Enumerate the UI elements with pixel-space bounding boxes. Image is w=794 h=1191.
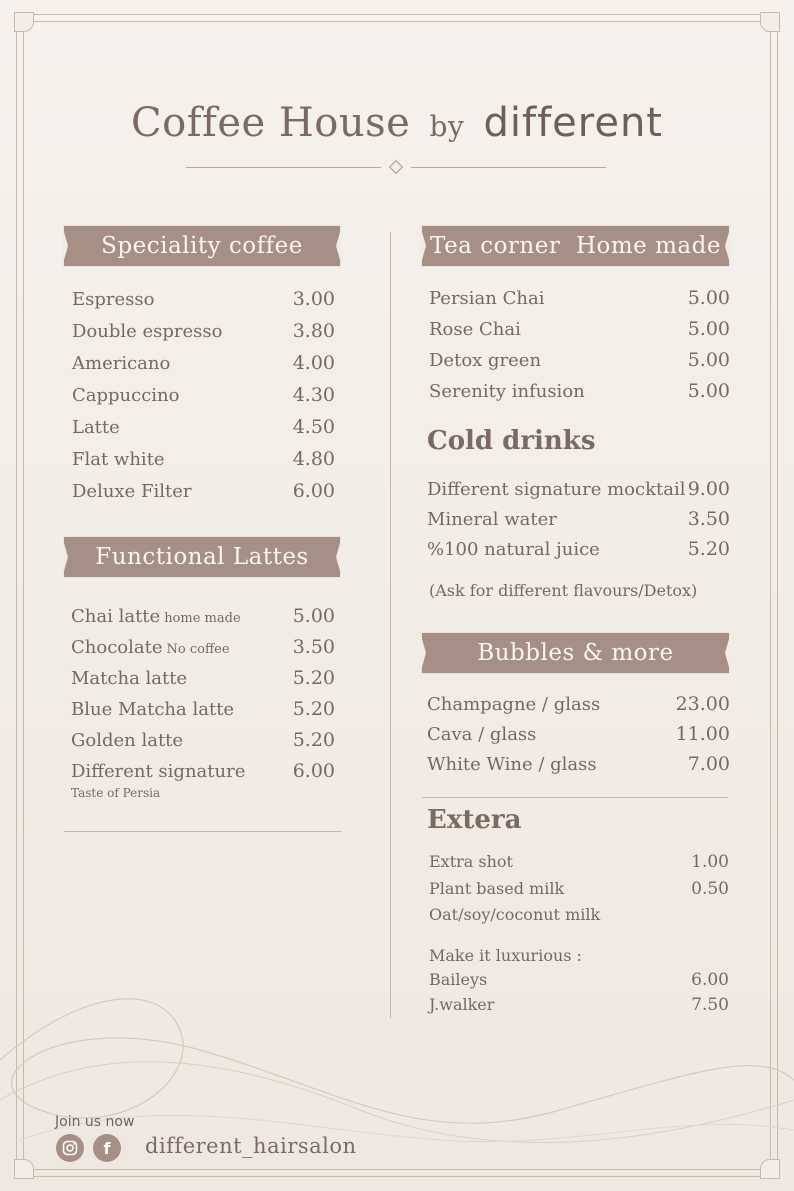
item-price: 5.20 [292, 698, 335, 720]
item-name: Detox green [429, 350, 542, 371]
item-name-group [71, 730, 183, 751]
item-name: Chocolate [71, 637, 163, 658]
section-heading: Speciality coffee [101, 233, 303, 259]
menu-item [72, 352, 335, 374]
menu-item [429, 852, 729, 872]
item-name-group [71, 637, 230, 658]
item-name: Blue Matcha latte [71, 699, 235, 720]
item-name: Different signature [71, 761, 246, 782]
social-handle[interactable]: different_hairsalon [145, 1134, 357, 1158]
menu-item [72, 416, 335, 438]
menu-item [429, 970, 729, 990]
item-name: J.walker [429, 995, 495, 1014]
item-price: 4.30 [292, 384, 335, 406]
item-price: 5.20 [292, 667, 335, 689]
item-name-group [429, 350, 541, 371]
menu-item [429, 287, 730, 309]
item-note: No coffee [166, 642, 230, 657]
item-name-group [427, 724, 536, 745]
item-name: Matcha latte [71, 668, 188, 689]
section-rule [422, 797, 728, 798]
item-price: 5.00 [687, 380, 730, 402]
item-name-group [72, 289, 154, 310]
item-price: 5.00 [687, 318, 730, 340]
item-name: Latte [72, 417, 120, 438]
title-main: Coffee House [131, 100, 411, 146]
item-name-group [429, 319, 521, 340]
decorative-waves [0, 990, 794, 1191]
item-name: Chai latte [71, 606, 161, 627]
item-name-group [429, 995, 494, 1014]
diamond-icon [389, 160, 403, 174]
item-price: 5.00 [687, 287, 730, 309]
item-price: 5.20 [687, 538, 730, 560]
instagram-icon[interactable] [56, 1134, 84, 1162]
item-name: Espresso [72, 289, 155, 310]
item-price: 3.50 [292, 636, 335, 658]
menu-item [72, 384, 335, 406]
corner-ornament [760, 12, 780, 32]
section-heading: Tea corner Home made [430, 233, 721, 259]
item-name-group [72, 417, 120, 438]
item-name-group [429, 879, 564, 898]
menu-item [427, 508, 730, 530]
item-price: 6.00 [691, 970, 729, 990]
item-name: Cappuccino [72, 385, 180, 406]
item-name-group [427, 694, 600, 715]
menu-item [427, 753, 730, 775]
menu-item [72, 480, 335, 502]
item-name-group [429, 852, 513, 871]
menu-item [71, 760, 335, 782]
cold-note: (Ask for different flavours/Detox) [429, 581, 698, 600]
item-name: White Wine / glass [427, 754, 597, 775]
item-name: Deluxe Filter [72, 481, 192, 502]
title-divider [186, 160, 606, 174]
item-name-group [427, 754, 597, 775]
item-name: Persian Chai [429, 288, 545, 309]
menu-item [72, 288, 335, 310]
title-by: by [429, 110, 465, 143]
section-banner-speciality [63, 225, 341, 267]
item-price: 23.00 [675, 693, 730, 715]
item-price: 6.00 [292, 480, 335, 502]
menu-item [71, 605, 335, 627]
item-name: Baileys [429, 970, 488, 989]
item-name-group [429, 970, 487, 989]
item-name-group [427, 479, 685, 500]
section-banner-functional [63, 536, 341, 578]
item-name-group [72, 385, 180, 406]
item-name-group [72, 449, 165, 470]
menu-item [71, 636, 335, 658]
menu-item [71, 729, 335, 751]
item-name: Plant based milk [429, 879, 565, 898]
column-divider [390, 232, 391, 1018]
menu-item [427, 693, 730, 715]
section-heading: Functional Lattes [95, 544, 309, 570]
item-price: 3.50 [687, 508, 730, 530]
item-name-group [427, 539, 600, 560]
item-name-group [72, 353, 170, 374]
item-name-group [429, 381, 585, 402]
menu-item [71, 698, 335, 720]
item-price: 0.50 [691, 879, 729, 899]
corner-ornament [14, 1159, 34, 1179]
item-name-group [71, 668, 187, 689]
brand-logo: different [483, 100, 663, 146]
menu-item [72, 320, 335, 342]
item-price: 5.20 [292, 729, 335, 751]
item-price: 4.00 [292, 352, 335, 374]
item-price: 3.00 [292, 288, 335, 310]
section-heading-extra: Extera [427, 805, 522, 835]
item-name-group [427, 509, 557, 530]
menu-item [72, 448, 335, 470]
item-name: Cava / glass [427, 724, 537, 745]
corner-ornament [14, 12, 34, 32]
menu-item [427, 723, 730, 745]
item-name: Americano [72, 353, 171, 374]
item-name: Rose Chai [429, 319, 521, 340]
menu-item [429, 380, 730, 402]
section-rule [64, 831, 341, 832]
menu-item [429, 995, 729, 1015]
menu-item [429, 879, 729, 899]
item-price: 1.00 [691, 852, 729, 872]
join-label: Join us now [55, 1114, 135, 1130]
section-banner-bubbles [421, 632, 730, 674]
section-heading: Bubbles & more [477, 640, 674, 666]
menu-item [427, 478, 730, 500]
item-name-group [71, 606, 241, 627]
item-name-group [71, 699, 234, 720]
item-name-group [72, 481, 191, 502]
luxury-label: Make it luxurious : [429, 946, 582, 965]
item-name: Extra shot [429, 852, 513, 871]
item-price: 11.00 [675, 723, 730, 745]
section-heading-cold: Cold drinks [427, 426, 596, 456]
item-name: %100 natural juice [427, 539, 600, 560]
item-name: Mineral water [427, 509, 557, 530]
item-price: 3.80 [292, 320, 335, 342]
item-price: 5.00 [687, 349, 730, 371]
item-name: Different signature mocktail [427, 479, 686, 500]
menu-item [429, 349, 730, 371]
item-name: Golden latte [71, 730, 184, 751]
item-name: Flat white [72, 449, 165, 470]
section-banner-tea [421, 225, 730, 267]
item-name-group [72, 321, 223, 342]
facebook-icon[interactable]: f [93, 1134, 121, 1162]
item-subtitle: Taste of Persia [71, 786, 161, 800]
menu-item [427, 538, 730, 560]
item-note: home made [164, 611, 241, 626]
item-price: 7.00 [687, 753, 730, 775]
item-name: Champagne / glass [427, 694, 601, 715]
milk-note: Oat/soy/coconut milk [429, 905, 601, 924]
item-price: 6.00 [292, 760, 335, 782]
item-price: 4.50 [292, 416, 335, 438]
item-name-group [429, 288, 544, 309]
item-price: 5.00 [292, 605, 335, 627]
item-price: 9.00 [687, 478, 730, 500]
item-name: Double espresso [72, 321, 223, 342]
item-price: 4.80 [292, 448, 335, 470]
menu-item [429, 318, 730, 340]
item-name: Serenity infusion [429, 381, 585, 402]
menu-item [71, 667, 335, 689]
item-name-group [71, 761, 245, 782]
corner-ornament [760, 1159, 780, 1179]
item-price: 7.50 [691, 995, 729, 1015]
page-title [0, 100, 794, 146]
